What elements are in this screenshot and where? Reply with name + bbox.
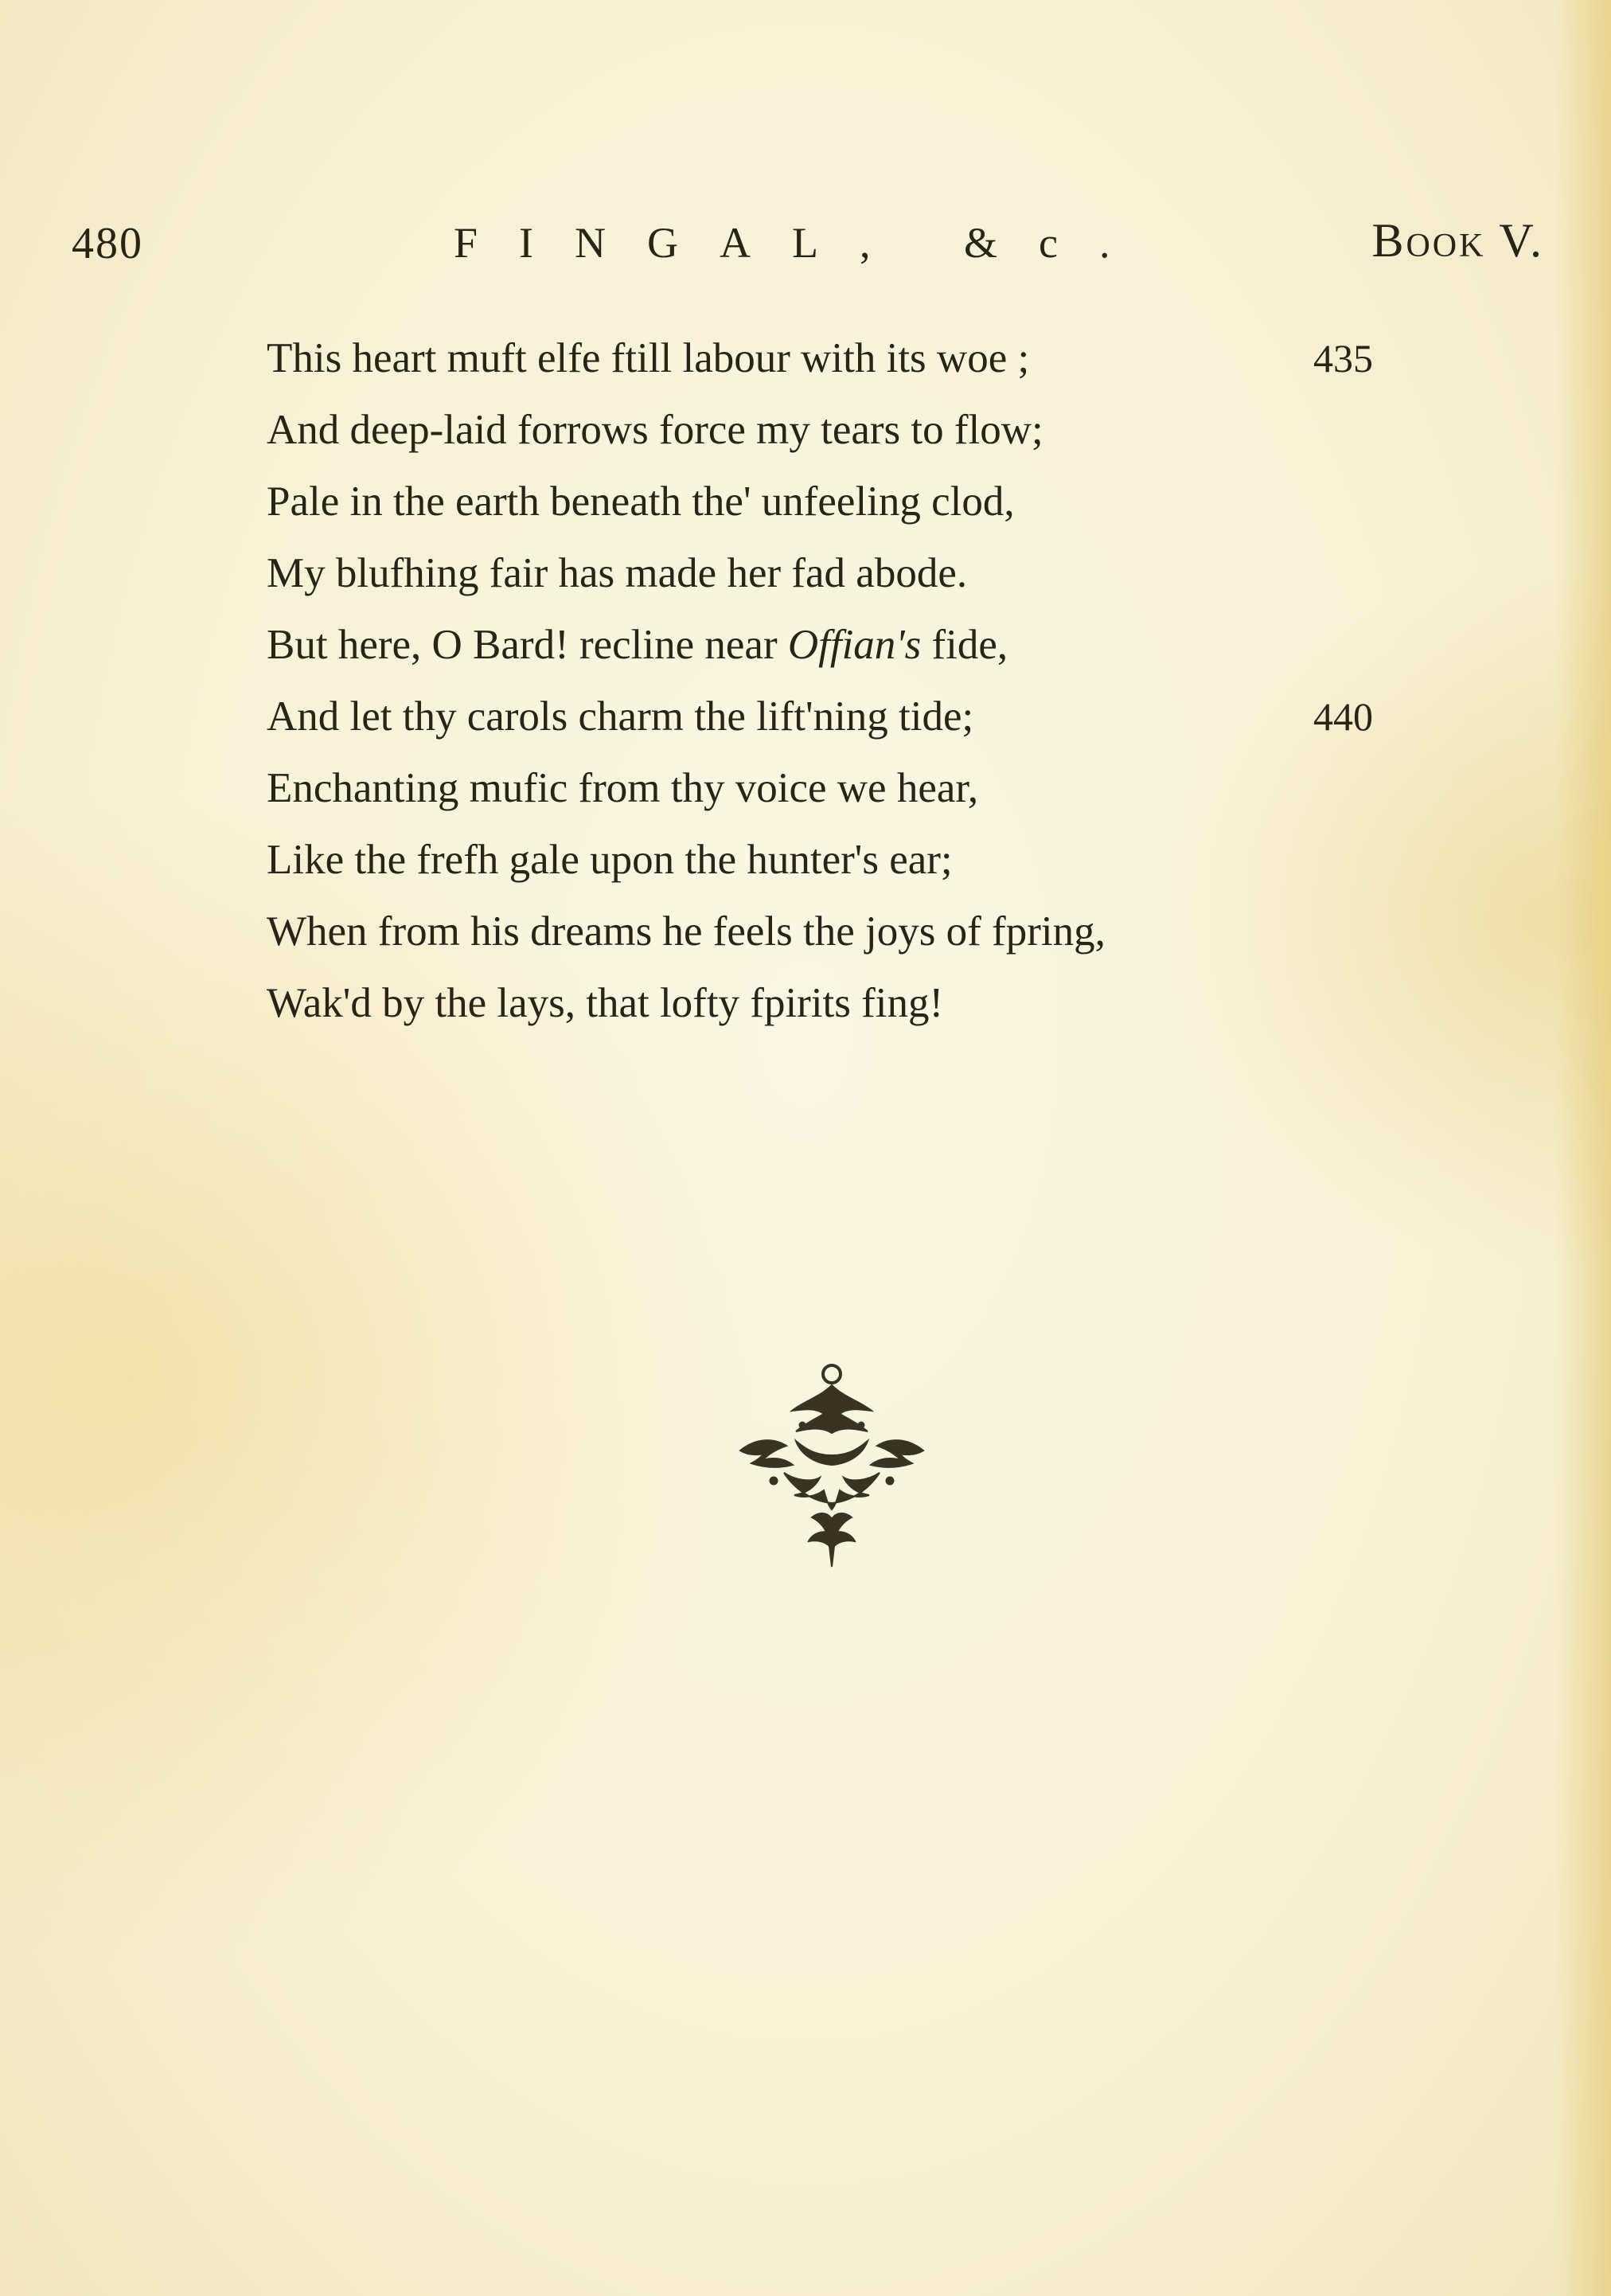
book-numeral: V. bbox=[1499, 214, 1544, 267]
verse-line bbox=[267, 967, 1461, 1039]
verse-line bbox=[267, 466, 1461, 537]
verse-line bbox=[267, 394, 1461, 466]
book-word: Book bbox=[1371, 214, 1486, 267]
fleuron-ornament-icon bbox=[716, 1361, 947, 1568]
verse-line bbox=[267, 681, 1461, 752]
verse-line bbox=[267, 322, 1461, 394]
verse-line bbox=[267, 537, 1461, 609]
verse-text bbox=[267, 609, 1008, 681]
page-number: 480 bbox=[72, 219, 143, 268]
poem-text bbox=[267, 322, 1461, 1039]
line-number: 435 bbox=[1313, 336, 1373, 381]
book-label bbox=[1371, 213, 1544, 268]
verse-text: And let thy carols charm the lift'ning tide; bbox=[267, 693, 974, 740]
verse-text-italic: Offian's bbox=[787, 622, 922, 668]
verse-line bbox=[267, 609, 1461, 681]
verse-text: Like the frefh gale upon the hunter's ear; bbox=[267, 837, 953, 883]
verse-text: Pale in the earth beneath the' unfeeling clod, bbox=[267, 478, 1015, 525]
verse-text-after: fide, bbox=[921, 622, 1008, 668]
running-header bbox=[72, 213, 1544, 277]
verse-line bbox=[267, 896, 1461, 967]
verse-line bbox=[267, 752, 1461, 824]
verse-text: Wak'd by the lays, that lofty fpirits fing! bbox=[267, 980, 944, 1026]
running-title: FINGAL, &c. bbox=[454, 219, 1152, 267]
verse-text-before: But here, O Bard! recline near bbox=[267, 622, 788, 668]
line-number: 440 bbox=[1313, 694, 1373, 739]
verse-text: This heart muft elfe ftill labour with its woe ; bbox=[267, 335, 1030, 381]
verse-line bbox=[267, 824, 1461, 896]
verse-text: And deep-laid forrows force my tears to flow; bbox=[267, 407, 1043, 453]
verse-text: Enchanting mufic from thy voice we hear, bbox=[267, 765, 979, 811]
verse-text: When from his dreams he feels the joys of fpring, bbox=[267, 908, 1106, 955]
verse-text: My blufhing fair has made her fad abode. bbox=[267, 550, 968, 596]
